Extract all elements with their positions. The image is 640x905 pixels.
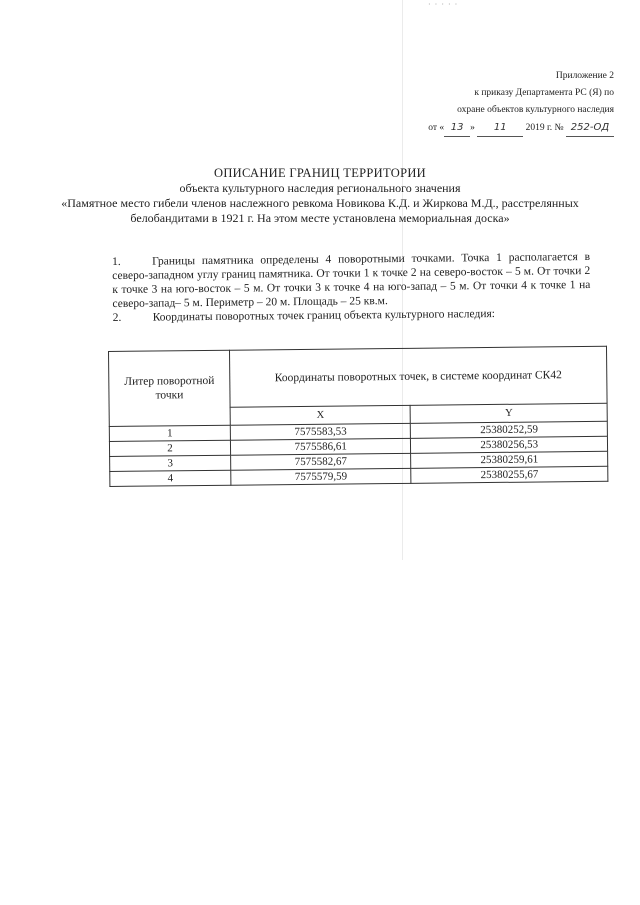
appendix-header — [428, 68, 614, 137]
appendix-date-line — [428, 119, 614, 137]
date-year: 2019 г. № — [525, 123, 564, 133]
date-mid: » — [470, 123, 475, 133]
appendix-line-3: охране объектов культурного наследия — [457, 105, 614, 115]
paragraph-number: 2. — [112, 311, 122, 324]
cell-liter: 2 — [109, 440, 230, 456]
cell-liter: 1 — [109, 425, 230, 441]
scan-artifact: · · · · · — [428, 0, 459, 9]
cell-liter: 3 — [110, 455, 231, 471]
header-y: Y — [410, 404, 607, 424]
document-title-block — [60, 166, 580, 226]
coordinates-table — [108, 346, 608, 487]
order-number: 252-ОД — [566, 119, 614, 137]
cell-y: 25380252,59 — [411, 421, 608, 438]
body-text — [112, 250, 591, 325]
date-month: 11 — [477, 119, 523, 137]
object-name: «Памятное место гибели членов наслежного ревкома Новикова К.Д. и Жиркова М.Д., расстрелянных белобандитами в 1921 г. На этом месте установлена мемориальная доска» — [61, 196, 579, 225]
document-title: ОПИСАНИЕ ГРАНИЦ ТЕРРИТОРИИ — [214, 166, 426, 180]
paragraph-text: Границы памятника определены 4 поворотными точками. Точка 1 располагается в северо-западном углу границ памятника. От точки 1 к точке 2 на северо-восток – 5 м. От точки 2 к точке 3 на юго-восток – 5 м. От точки 3 к точке 4 на юго-запад – 5 м. От точки 4 к точке 1 на северо-запад– 5 м. Периметр – 20 м. Площадь – 25 кв.м. — [112, 250, 591, 310]
cell-x: 7575582,67 — [231, 453, 412, 470]
date-prefix: от « — [428, 123, 445, 133]
paragraph-number: 1. — [112, 255, 121, 268]
header-x: X — [230, 406, 411, 425]
header-coordinates: Координаты поворотных точек, в системе координат СК42 — [229, 346, 607, 407]
cell-y: 25380259,61 — [411, 451, 608, 468]
cell-liter: 4 — [110, 470, 231, 486]
paragraph-text: Координаты поворотных точек границ объекта культурного наследия: — [152, 307, 496, 324]
document-subtitle: объекта культурного наследия регионального значения — [179, 181, 461, 195]
cell-x: 7575579,59 — [231, 468, 412, 485]
cell-y: 25380256,53 — [411, 436, 608, 453]
date-day: 13 — [444, 119, 470, 137]
header-liter: Литер поворотной точки — [109, 350, 231, 426]
cell-x: 7575586,61 — [230, 438, 411, 455]
cell-x: 7575583,53 — [230, 423, 411, 440]
appendix-line-1: Приложение 2 — [555, 71, 614, 81]
appendix-line-2: к приказу Департамента РС (Я) по — [474, 88, 614, 98]
paragraph-1 — [112, 250, 591, 311]
cell-y: 25380255,67 — [411, 466, 608, 483]
